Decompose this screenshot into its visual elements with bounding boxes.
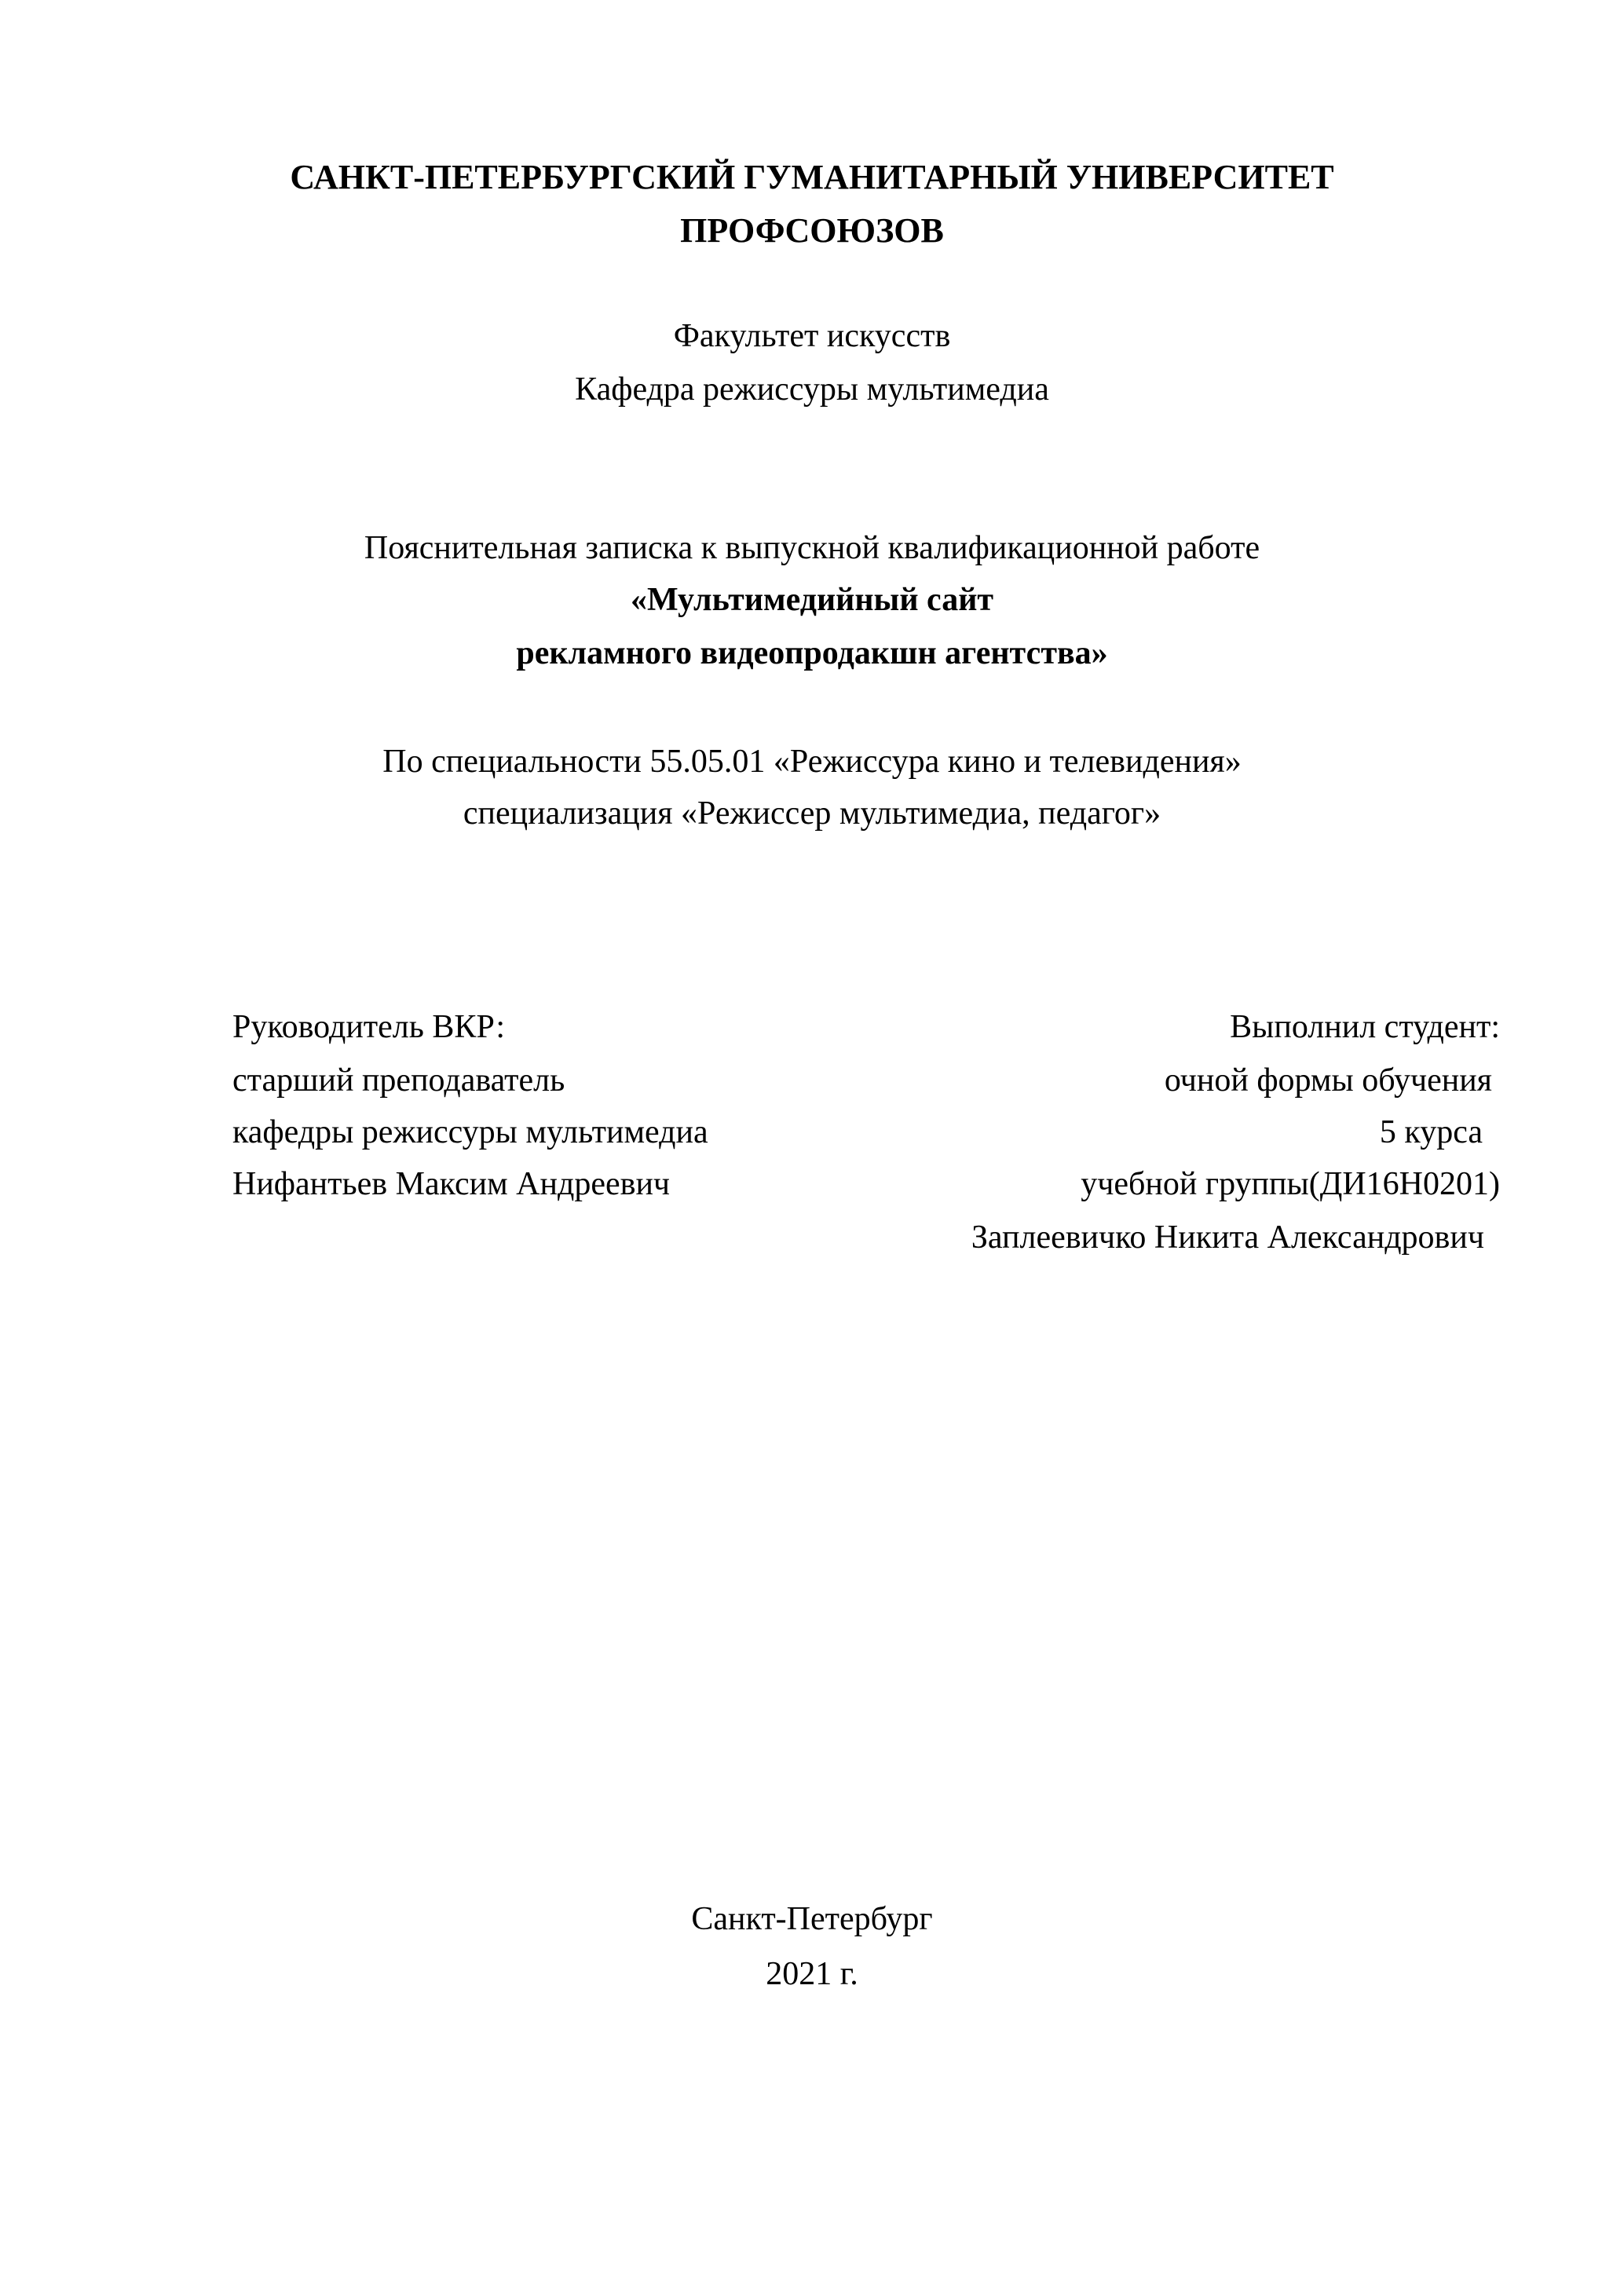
- supervisor-department: кафедры режиссуры мультимедиа: [232, 1114, 708, 1150]
- student-study-form: очной формы обучения: [1164, 1062, 1492, 1099]
- city: Санкт-Петербург: [691, 1901, 933, 1937]
- department-name: Кафедра режиссуры мультимедиа: [575, 371, 1049, 408]
- supervisor-name: Нифантьев Максим Андреевич: [232, 1166, 671, 1202]
- supervisor-label: Руководитель ВКР:: [232, 1009, 506, 1045]
- university-name-line2: ПРОФСОЮЗОВ: [680, 211, 944, 250]
- faculty-name: Факультет искусств: [673, 318, 951, 354]
- specialty-line: По специальности 55.05.01 «Режиссура кино и телевидения»: [382, 744, 1242, 780]
- year: 2021 г.: [766, 1956, 858, 1992]
- student-group: учебной группы(ДИ16Н0201): [1081, 1166, 1500, 1202]
- specialization-line: специализация «Режиссер мультимедиа, педагог»: [463, 795, 1161, 832]
- document-type: Пояснительная записка к выпускной квалификационной работе: [364, 530, 1260, 566]
- supervisor-position: старший преподаватель: [232, 1062, 565, 1099]
- student-label: Выполнил студент:: [1230, 1009, 1500, 1045]
- university-name-line1: САНКТ-ПЕТЕРБУРГСКИЙ ГУМАНИТАРНЫЙ УНИВЕРСИТЕТ: [290, 158, 1334, 196]
- student-course: 5 курса: [1379, 1114, 1483, 1150]
- work-title-line1: «Мультимедийный сайт: [630, 582, 994, 618]
- work-title-line2: рекламного видеопродакшн агентства»: [516, 635, 1108, 671]
- student-name: Заплеевичко Никита Александрович: [971, 1219, 1484, 1256]
